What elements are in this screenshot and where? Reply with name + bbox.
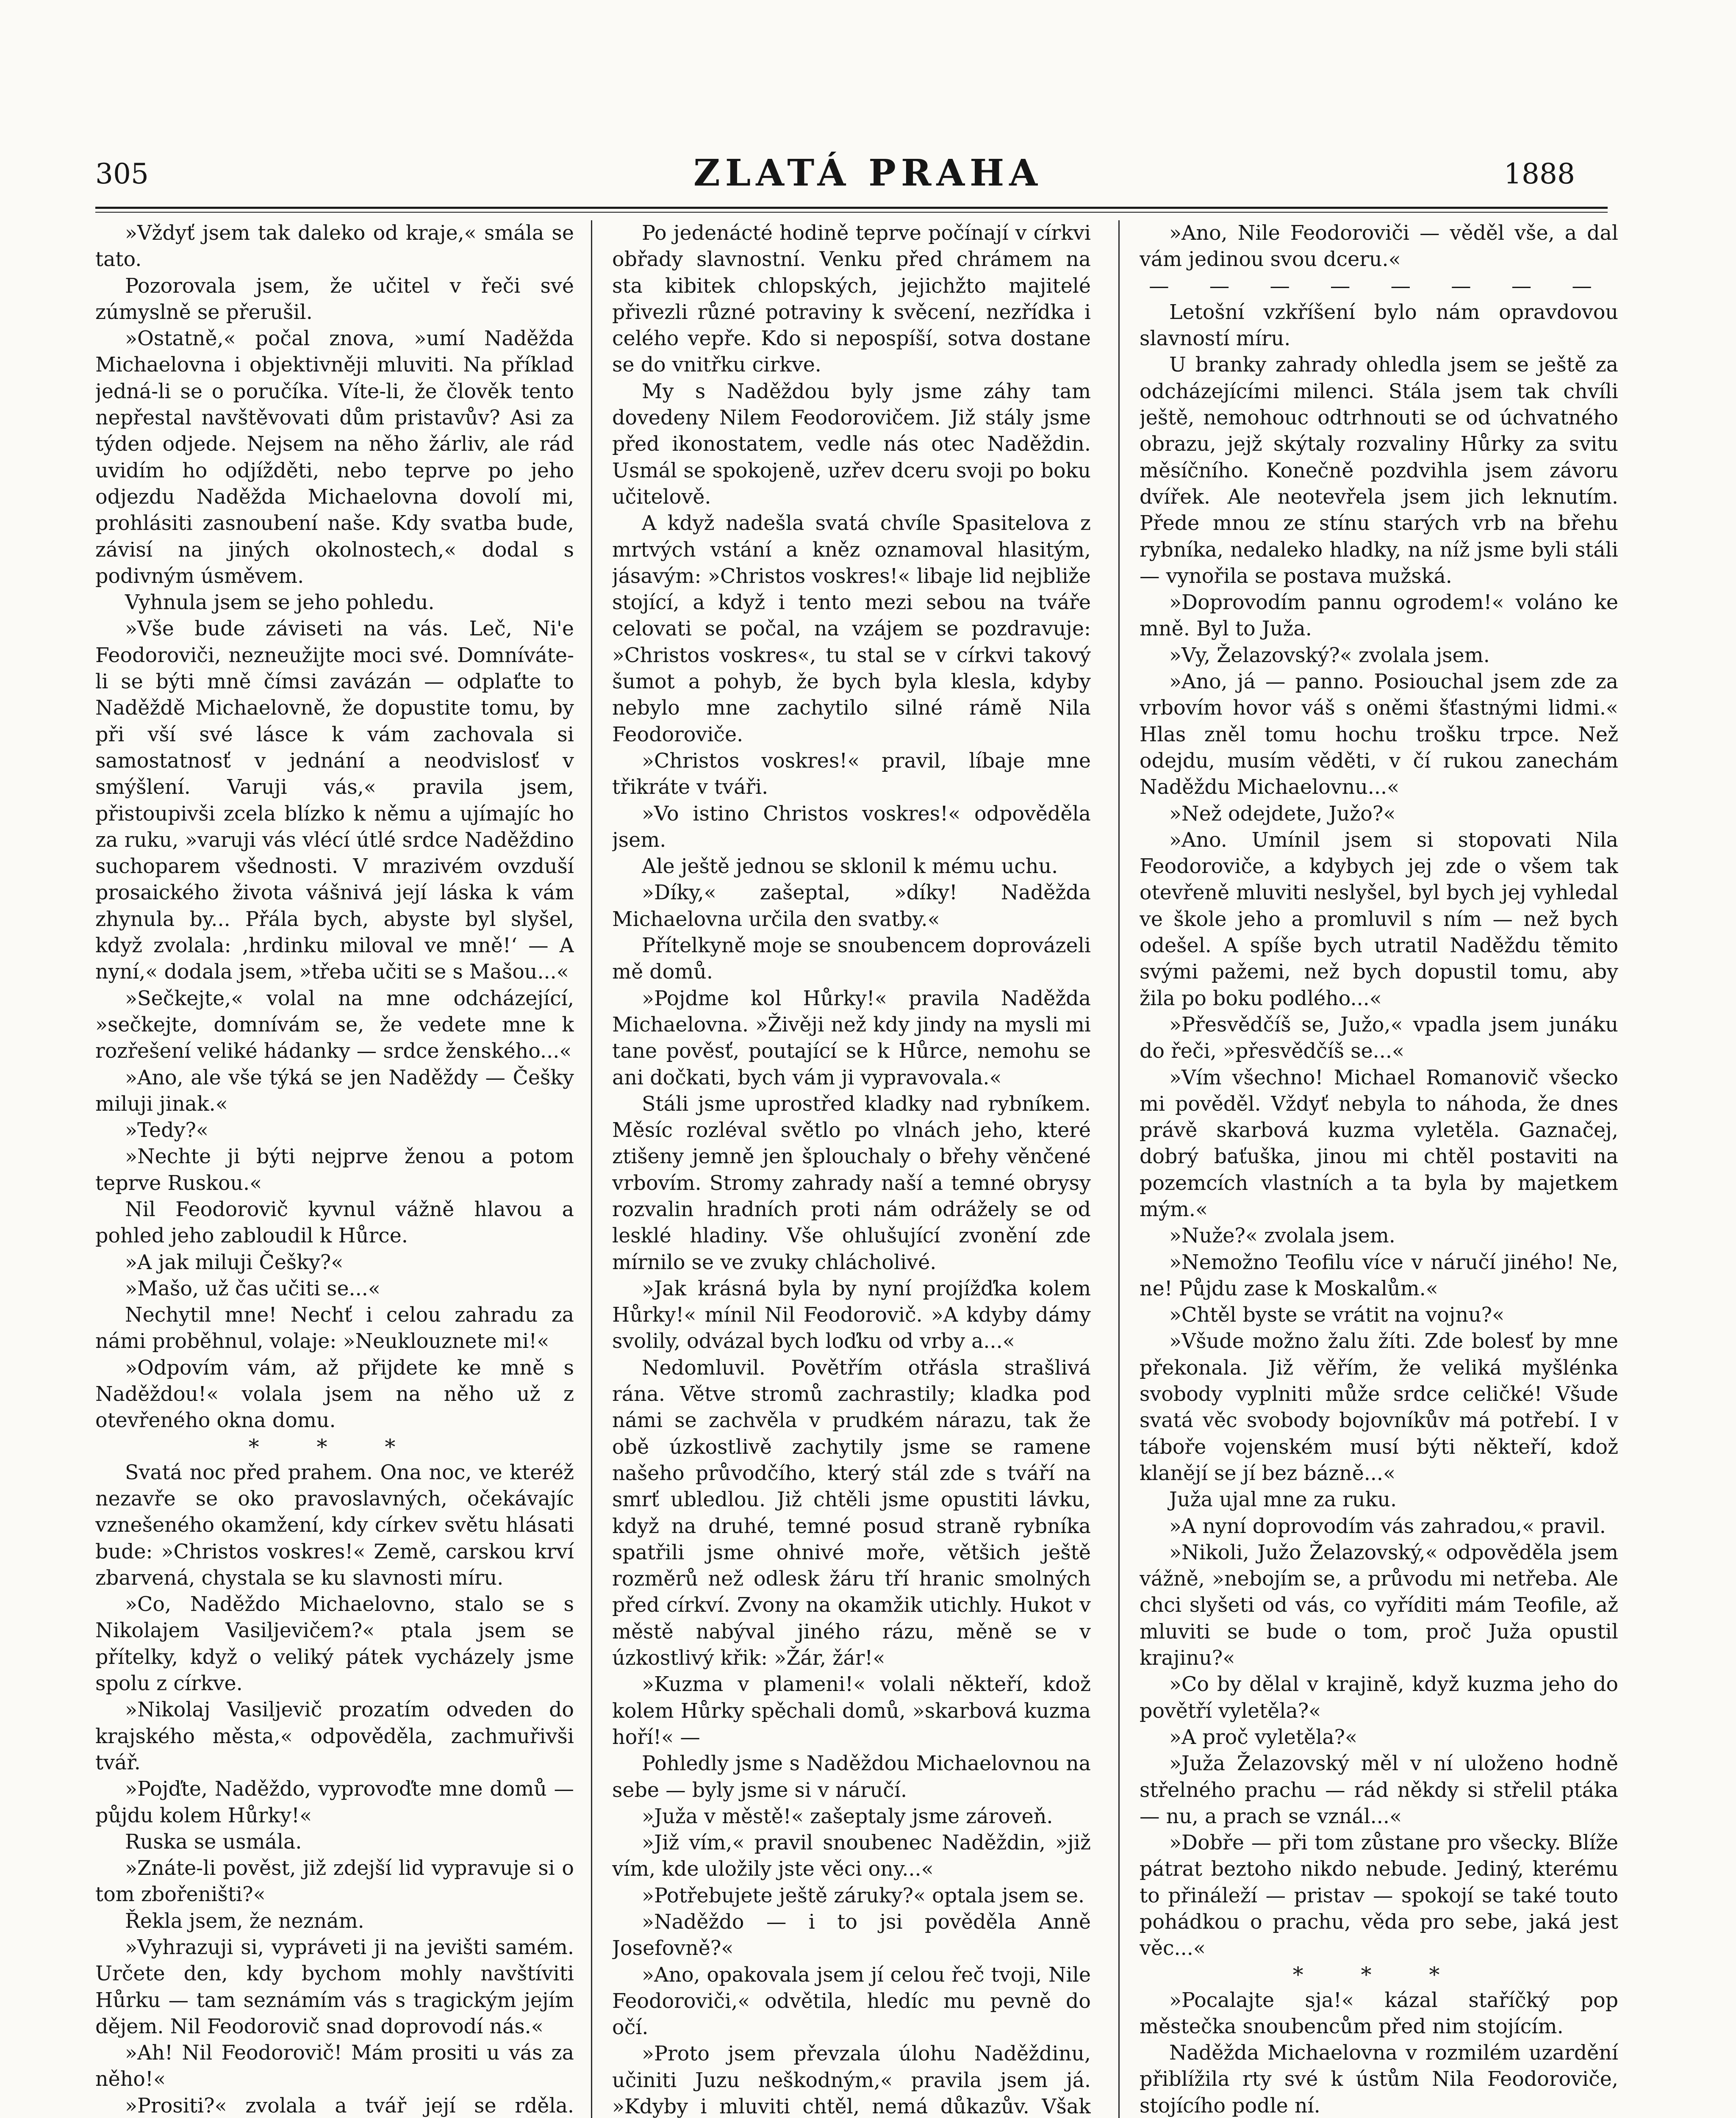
paragraph: »Potřebujete ještě záruky?« optala jsem se. [642, 1884, 1085, 1907]
paragraph: Pohledly jsme s Naděždou Michaelovnou na sebe — byly jsme si v náručí. [612, 1752, 1091, 1802]
column-divider [591, 220, 592, 2118]
text-column-1 [95, 220, 574, 2118]
paragraph: »Juža v městě!« zašeptaly jsme zároveň. [642, 1805, 1053, 1828]
header-rule [95, 207, 1608, 209]
paragraph: »Tedy?« [125, 1119, 208, 1142]
year: 1888 [1504, 158, 1575, 190]
paragraph: »Ano, opakovala jsem jí celou řeč tvoji, Nile Feodoroviči,« odvětila, hledíc mu pevně do očí. [612, 1963, 1091, 2040]
paragraph: »Doprovodím pannu ogrodem!« voláno ke mně. Byl to Juža. [1140, 591, 1618, 641]
paragraph: U branky zahrady ohledla jsem se ještě za odcházejícími milenci. Stála jsem tak chvíli ještě, nemohouc odtrhnouti se od úchvatného obrazu, jejž skýtaly rozvaliny Hůrky za svitu měsíčního. Konečně pozdvihla jsem závoru dvířek. Ale neotevřela jsem jich leknutím. Přede mnou ze stínu starých vrb na břehu rybníka, nedaleko hladky, na níž jsme byli stáli — vynořila se postava mužská. [1140, 353, 1618, 588]
paragraph: »Nechte ji býti nejprve ženou a potom teprve Ruskou.« [95, 1145, 574, 1195]
paragraph: »Christos voskres!« pravil, líbaje mne třikráte v tváři. [612, 749, 1091, 799]
paragraph: Pozorovala jsem, že učitel v řeči své zúmyslně se přerušil. [95, 274, 574, 324]
paragraph: Řekla jsem, že neznám. [125, 1909, 364, 1933]
section-separator-stars: * * * [1292, 1962, 1465, 1987]
paragraph: »Znáte-li pověst, již zdejší lid vypravuje si o tom zbořeništi?« [95, 1857, 574, 1907]
paragraph: »Kuzma v plameni!« volali někteří, kdož kolem Hůrky spěchali domů, »skarbová kuzma hoří!« — [612, 1673, 1091, 1749]
paragraph: »Díky,« zašeptal, »díky! Naděžda Michaelovna určila den svatby.« [612, 881, 1091, 931]
paragraph: »Vo istino Christos voskres!« odpověděla jsem. [612, 802, 1091, 852]
paragraph: A když nadešla svatá chvíle Spasitelova z mrtvých vstání a kněz oznamoval hlasitým, jásavým: »Christos voskres!« libaje lid nejbliže stojící, a když i tento mezi sebou na tváře celovati se počal, na vzájem se pozdravuje: »Christos voskres«, tu stal se v církvi takový šumot a pohyb, že bych byla klesla, kdyby nebylo mne zachytilo silné rámě Nila Feodoroviče. [612, 512, 1091, 746]
paragraph: »A proč vyletěla?« [1169, 1725, 1358, 1749]
paragraph: »Co, Naděždo Michaelovno, stalo se s Nikolajem Vasiljevičem?« ptala jsem se přítelky, když o veliký pátek vycházely jsme spolu z církve. [95, 1593, 574, 1696]
column-divider [1118, 220, 1120, 2118]
paragraph: »Nemožno Teofilu více v náručí jiného! Ne, ne! Půjdu zase k Moskalům.« [1140, 1250, 1618, 1300]
paragraph: »A jak miluji Češky?« [125, 1250, 344, 1274]
header-rule-thin [95, 212, 1608, 213]
text-column-3 [1140, 220, 1618, 2118]
paragraph: »Než odejdete, Južo?« [1169, 802, 1396, 826]
paragraph: »Nuže?« zvolala jsem. [1169, 1224, 1395, 1248]
paragraph: »Ano, já — panno. Posiouchal jsem zde za vrbovím hovor váš s oněmi šťastnými lidmi.« Hlas zněl tomu hochu trošku trpce. Než odejdu, musím věděti, v čí rukou zanechám Naděždu Michaelovnu...« [1140, 670, 1618, 799]
paragraph: Letošní vzkříšení bylo nám opravdovou slavností míru. [1140, 300, 1618, 351]
paragraph: Nedomluvil. Povětřím otřásla strašlivá rána. Větve stromů zachrastily; kladka pod námi se zachvěla v prudkém nárazu, tak že obě úzkostlivě zachytily jsme se ramene našeho průvodčího, který stál zde s tváří na smrť ubledlou. Již chtěli jsme opustiti lávku, když na druhé, temné posud straně rybníka spatřili jsme ohnivé moře, většich ještě rozměrů než odlesk žáru tří hranic smolných před církví. Zvony na okamžik utichly. Hukot v městě nabýval jiného rázu, měně se v úzkostlivý křik: »Žár, žár!« [612, 1356, 1091, 1670]
paragraph: Juža ujal mne za ruku. [1169, 1488, 1397, 1512]
paragraph: »Pocalajte sja!« kázal staříčký pop městečka snoubencům před nim stojícím. [1140, 1988, 1618, 2038]
paragraph: »Všude možno žalu žíti. Zde bolesť by mne překonala. Již věřím, že veliká myšlénka svobody vyplniti může srdce celičké! Všude svatá věc svobody bojovníkův má potřebí. I v táboře vojenském musí býti někteří, kdož klanějí se jí bez bázně...« [1140, 1330, 1618, 1485]
paragraph: »A nyní doprovodím vás zahradou,« pravil. [1169, 1514, 1606, 1538]
paragraph: »Ano. Umínil jsem si stopovati Nila Feodoroviče, a kdybych jej zde o všem tak otevřeně mluviti neslyšel, byl bych jej vyhledal ve škole jeho a promluvil s ním — než bych odešel. A spíše bych utratil Naděždu těmito svými pažemi, než bych dopustil tomu, aby žila po boku podlého...« [1140, 828, 1618, 1010]
paragraph: My s Naděždou byly jsme záhy tam dovedeny Nilem Feodorovičem. Již stály jsme před ikonostatem, vedle nás otec Naděždin. Usmál se spokojeně, uzřev dceru svoji po boku učitelově. [612, 380, 1091, 509]
paragraph: »Nikoli, Južo Želazovský,« odpověděla jsem vážně, »nebojím se, a průvodu mi netřeba. Ale chci slyšeti od vás, co vyříditi mám Teofile, až mluviti se bude o tom, proč Juža opustil krajinu?« [1140, 1541, 1618, 1670]
paragraph: »Dobře — při tom zůstane pro všecky. Blíže pátrat beztoho nikdo nebude. Jediný, kterému to přináleží — pristav — spokojí se také touto pohádkou o prachu, věda pro sebe, jaká jest věc...« [1140, 1831, 1618, 1960]
paragraph: Po jedenácté hodině teprve počínají v církvi obřady slavnostní. Venku před chrámem na sta kibitek chlopských, jejichžto majitelé přivezli různé potraviny k svěcení, nezřídka i celého vepře. Kdo si nepospíší, sotva dostane se do vnitřku cirkve. [612, 222, 1091, 377]
paragraph: »Ano, Nile Feodoroviči — věděl vše, a dal vám jedinou svou dceru.« [1140, 222, 1618, 272]
paragraph: Stáli jsme uprostřed kladky nad rybníkem. Měsíc rozléval světlo po vlnách jeho, které ztišeny jemně jen šplouchaly o břehy věnčené vrbovím. Stromy zahrady naší a temné obrysy rozvalin hradních proti nám odrážely se od lesklé hladiny. Vše ohlušující zvonění zde mírnilo se ve zvuky chlácholivé. [612, 1092, 1091, 1274]
paragraph: »Naděždo — i to jsi pověděla Anně Josefovně?« [612, 1910, 1091, 1960]
paragraph: »Vše bude záviseti na vás. Leč, Ni'e Feodoroviči, nezneužijte moci své. Domníváte-li se býti mně čímsi zavázán — odplaťte to Naděždě Michaelovně, že dopustite tomu, by při vší své lásce k vám zachovala si samostatnosť v jednání a neodvislosť v smýšlení. Varuji vás,« pravila jsem, přistoupivši zcela blízko k němu a ujímajíc ho za ruku, »varuji vás vlécí útlé srdce Naděždino suchoparem všednosti. V mrazivém ovzduší prosaického života vášnivá její láska k vám zhynula by... Přála bych, abyste byl slyšel, když zvolala: ‚hrdinku miloval ve mně!‘ — A nyní,« dodala jsem, »třeba učiti se s Mašou...« [95, 617, 574, 984]
paragraph: »Juža Želazovský měl v ní uloženo hodně střelného prachu — rád někdy si střelil ptáka — nu, a prach se vznál...« [1140, 1752, 1618, 1828]
paragraph: »Ano, ale vše týká se jen Naděždy — Češky miluji jinak.« [95, 1066, 574, 1116]
section-separator-dashes: — — — — — — — — [1149, 274, 1609, 298]
paragraph: Přítelkyně moje se snoubencem doprovázeli mě domů. [612, 934, 1091, 984]
paragraph: »Prositi?« zvolala a tvář její se rděla. [125, 2094, 574, 2118]
page-number: 305 [95, 158, 149, 190]
paragraph: »Co by dělal v krajině, když kuzma jeho do povětří vyletěla?« [1140, 1673, 1618, 1723]
paragraph: Vyhnula jsem se jeho pohledu. [125, 591, 435, 615]
paragraph: Nil Feodorovič kyvnul vážně hlavou a pohled jeho zabloudil k Hůrce. [95, 1198, 574, 1248]
paragraph: »Proto jsem převzala úlohu Naděždinu, učiniti Juzu neškodným,« pravila jsem já. »Kdyby i mluviti chtěl, nemá důkazův. Však [612, 2042, 1091, 2118]
paragraph: »Vyhrazuji si, vypráveti ji na jevišti samém. Určete den, kdy bychom mohly navštíviti Hůrku — tam seznámím vás s tragickým jejím dějem. Nil Feodorovič snad doprovodí nás.« [95, 1936, 574, 2038]
paragraph: »Přesvědčíš se, Južo,« vpadla jsem junáku do řeči, »přesvědčíš se...« [1140, 1013, 1618, 1063]
paragraph: »Vždyť jsem tak daleko od kraje,« smála se tato. [95, 222, 574, 272]
paragraph: »Jak krásná byla by nyní projížďka kolem Hůrky!« mínil Nil Feodorovič. »A kdyby dámy svolily, odvázal bych loďku od vrby a...« [612, 1277, 1091, 1353]
paragraph: »Nikolaj Vasiljevič prozatím odveden do krajského města,« odpověděla, zachmuřivši tvář. [95, 1698, 574, 1774]
section-separator-stars: * * * [248, 1434, 421, 1459]
paragraph: »Pojdme kol Hůrky!« pravila Naděžda Michaelovna. »Živěji než kdy jindy na mysli mi tane pověsť, poutající se k Hůrce, nemohu se ani dočkati, bych vám ji vypravovala.« [612, 987, 1091, 1089]
paragraph: »Vím všechno! Michael Romanovič všecko mi pověděl. Vždyť nebyla to náhoda, že dnes právě skarbová kuzma vyletěla. Gaznačej, dobrý baťuška, jinou mi chtěl postaviti na pozemcích vlastních a ta byla by majetkem mým.« [1140, 1066, 1618, 1221]
paragraph: Naděžda Michaelovna v rozmilém uzardění přiblížila rty své k ústům Nila Feodoroviče, stojícího podle ní. [1140, 2041, 1618, 2118]
paragraph: »Vy, Želazovský?« zvolala jsem. [1169, 643, 1490, 667]
page-header [0, 0, 1736, 229]
magazine-title: ZLATÁ PRAHA [693, 152, 1043, 194]
paragraph: »Ah! Nil Feodorovič! Mám prositi u vás za něho!« [95, 2041, 574, 2091]
paragraph: Ale ještě jednou se sklonil k mému uchu. [642, 855, 1058, 879]
paragraph: »Ostatně,« počal znova, »umí Naděžda Michaelovna i objektivněji mluviti. Na příklad jedná-li se o poručíka. Víte-li, že člověk tento nepřestal navštěvovati dům pristavův? Asi za týden odjede. Nejsem na něho žárliv, ale rád uvidím ho odjížděti, nebo teprve po jeho odjezdu Naděžda Michaelovna dovolí mi, prohlásiti zasnoubení naše. Kdy svatba bude, závisí na jiných okolnostech,« dodal s podivným úsměvem. [95, 327, 574, 588]
paragraph: Svatá noc před prahem. Ona noc, ve kteréž nezavře se oko pravoslavných, očekávajíc vznešeného okamžení, kdy církev světu hlásati bude: »Christos voskres!« Země, carskou krví zbarvená, chystala se ku slavnosti míru. [95, 1461, 574, 1590]
paragraph: »Mašo, už čas učiti se...« [125, 1277, 380, 1300]
paragraph: »Odpovím vám, až přijdete ke mně s Naděždou!« volala jsem na něho už z otevřeného okna domu. [95, 1356, 574, 1433]
paragraph: »Již vím,« pravil snoubenec Naděždin, »již vím, kde uložily jste věci ony...« [612, 1831, 1091, 1881]
paragraph: »Sečkejte,« volal na mne odcházející, »sečkejte, domnívám se, že vedete mne k rozřešení veliké hádanky — srdce ženského...« [95, 987, 574, 1063]
paragraph: Nechytil mne! Nechť i celou zahradu za námi proběhnul, volaje: »Neuklouznete mi!« [95, 1303, 574, 1353]
paragraph: »Chtěl byste se vrátit na vojnu?« [1169, 1303, 1505, 1327]
paragraph: »Pojďte, Naděždo, vyprovoďte mne domů — půjdu kolem Hůrky!« [95, 1777, 574, 1827]
text-column-2 [612, 220, 1091, 2118]
paragraph: Ruska se usmála. [125, 1830, 302, 1854]
